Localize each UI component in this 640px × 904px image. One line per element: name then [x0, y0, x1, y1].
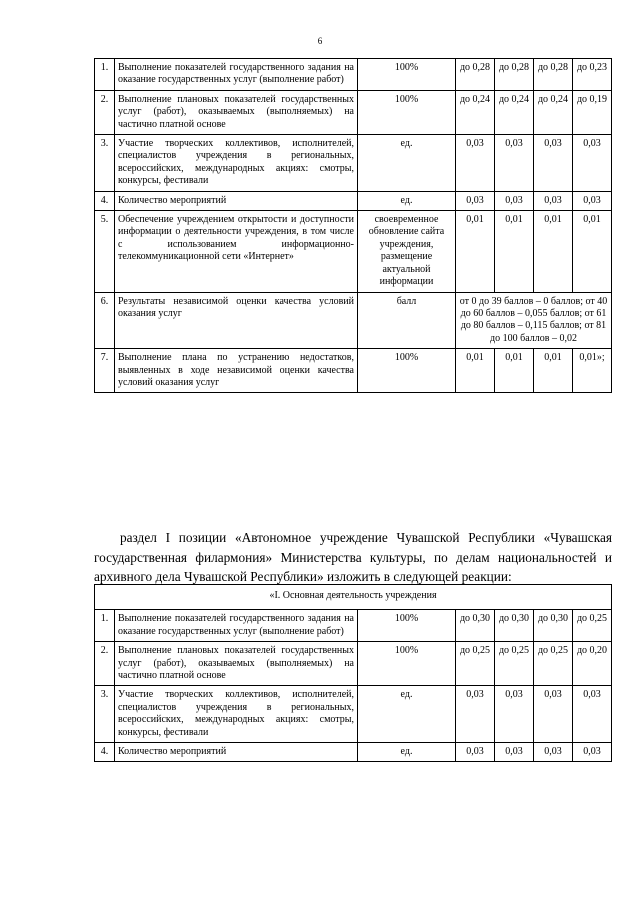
- criterion-name: Количество мероприятий: [115, 743, 358, 762]
- value-cell: 0,03: [534, 743, 573, 762]
- row-number: 4.: [95, 743, 115, 762]
- row-number: 2.: [95, 90, 115, 134]
- row-number: 4.: [95, 191, 115, 210]
- unit-cell: балл: [358, 292, 456, 349]
- value-cell: 0,03: [495, 686, 534, 743]
- criterion-name: Участие творческих коллективов, исполнителей, специалистов учреждения в региональных, всероссийских, международных акциях: смотры, конкурсы, фестивали: [115, 686, 358, 743]
- value-cell: до 0,30: [456, 610, 495, 642]
- criterion-name: Выполнение плановых показателей государственных услуг (работ), оказываемых (выполняемых) на частично платной основе: [115, 90, 358, 134]
- criterion-name: Результаты независимой оценки качества условий оказания услуг: [115, 292, 358, 349]
- row-number: 1.: [95, 610, 115, 642]
- row-number: 3.: [95, 135, 115, 192]
- table-caption: «I. Основная деятельность учреждения: [95, 585, 612, 610]
- unit-cell: своевременное обновление сайта учреждения, размещение актуальной информации: [358, 211, 456, 292]
- criteria-table-2: [94, 584, 612, 762]
- unit-cell: 100%: [358, 349, 456, 393]
- row-number: 2.: [95, 642, 115, 686]
- value-cell: 0,03: [534, 191, 573, 210]
- table-row: [95, 90, 612, 134]
- row-number: 1.: [95, 59, 115, 91]
- table-row: [95, 349, 612, 393]
- criterion-name: Количество мероприятий: [115, 191, 358, 210]
- row-number: 5.: [95, 211, 115, 292]
- value-cell: 0,01: [495, 349, 534, 393]
- criteria-table-1: [94, 58, 612, 393]
- unit-cell: ед.: [358, 743, 456, 762]
- value-cell: до 0,30: [534, 610, 573, 642]
- value-cell: до 0,19: [573, 90, 612, 134]
- value-cell: до 0,24: [456, 90, 495, 134]
- value-cell: до 0,28: [495, 59, 534, 91]
- value-cell: 0,03: [534, 135, 573, 192]
- table-row: [95, 191, 612, 210]
- table-row: [95, 135, 612, 192]
- table-row: [95, 642, 612, 686]
- row-number: 7.: [95, 349, 115, 393]
- value-cell: 0,03: [534, 686, 573, 743]
- value-cell: 0,03: [573, 743, 612, 762]
- value-cell: 0,03: [495, 135, 534, 192]
- value-cell: до 0,28: [534, 59, 573, 91]
- unit-cell: ед.: [358, 686, 456, 743]
- value-cell: до 0,25: [456, 642, 495, 686]
- value-cell: 0,01: [534, 349, 573, 393]
- value-cell: 0,03: [495, 743, 534, 762]
- table-row: [95, 743, 612, 762]
- table-row: [95, 292, 612, 349]
- criterion-name: Обеспечение учреждением открытости и доступности информации о деятельности учреждения, в том числе с использованием информационно-телекоммуникационной сети «Интернет»: [115, 211, 358, 292]
- amendment-instruction: раздел I позиции «Автономное учреждение Чувашской Республики «Чувашская государственная филармония» Министерства культуры, по делам национальностей и архивного дела Чувашской Республики» изложить в следующей реакции:: [94, 530, 612, 584]
- value-cell: до 0,28: [456, 59, 495, 91]
- value-cell: 0,03: [456, 686, 495, 743]
- criterion-name: Участие творческих коллективов, исполнителей, специалистов учреждения в региональных, всероссийских, международных акциях: смотры, конкурсы, фестивали: [115, 135, 358, 192]
- value-cell: 0,03: [456, 191, 495, 210]
- value-cell: 0,03: [573, 191, 612, 210]
- scoring-scale: от 0 до 39 баллов – 0 баллов; от 40 до 60 баллов – 0,055 баллов; от 61 до 80 баллов – 0,115 баллов; от 81 до 100 баллов – 0,02: [456, 292, 612, 349]
- value-cell: 0,01: [534, 211, 573, 292]
- value-cell: 0,01: [495, 211, 534, 292]
- value-cell: 0,01: [573, 211, 612, 292]
- unit-cell: 100%: [358, 90, 456, 134]
- value-cell: 0,01: [456, 349, 495, 393]
- value-cell: до 0,30: [495, 610, 534, 642]
- value-cell: 0,03: [573, 686, 612, 743]
- value-cell: 0,03: [456, 135, 495, 192]
- value-cell: до 0,23: [573, 59, 612, 91]
- value-cell: до 0,25: [495, 642, 534, 686]
- unit-cell: ед.: [358, 191, 456, 210]
- value-cell: 0,03: [456, 743, 495, 762]
- value-cell: до 0,25: [573, 610, 612, 642]
- value-cell: до 0,24: [495, 90, 534, 134]
- criterion-name: Выполнение показателей государственного задания на оказание государственных услуг (выполнение работ): [115, 610, 358, 642]
- criterion-name: Выполнение плана по устранению недостатков, выявленных в ходе независимой оценки качества условий оказания услуг: [115, 349, 358, 393]
- table-row: [95, 686, 612, 743]
- table-row: [95, 211, 612, 292]
- row-number: 6.: [95, 292, 115, 349]
- page-number: 6: [317, 36, 323, 46]
- value-cell: до 0,25: [534, 642, 573, 686]
- unit-cell: 100%: [358, 610, 456, 642]
- unit-cell: ед.: [358, 135, 456, 192]
- value-cell: 0,01: [456, 211, 495, 292]
- value-cell: 0,03: [573, 135, 612, 192]
- criterion-name: Выполнение плановых показателей государственных услуг (работ), оказываемых (выполняемых) на частично платной основе: [115, 642, 358, 686]
- value-cell: до 0,20: [573, 642, 612, 686]
- value-cell: до 0,24: [534, 90, 573, 134]
- value-cell: 0,01»;: [573, 349, 612, 393]
- value-cell: 0,03: [495, 191, 534, 210]
- row-number: 3.: [95, 686, 115, 743]
- table-caption-row: [95, 585, 612, 610]
- unit-cell: 100%: [358, 59, 456, 91]
- criterion-name: Выполнение показателей государственного задания на оказание государственных услуг (выполнение работ): [115, 59, 358, 91]
- table-row: [95, 610, 612, 642]
- table-row: [95, 59, 612, 91]
- unit-cell: 100%: [358, 642, 456, 686]
